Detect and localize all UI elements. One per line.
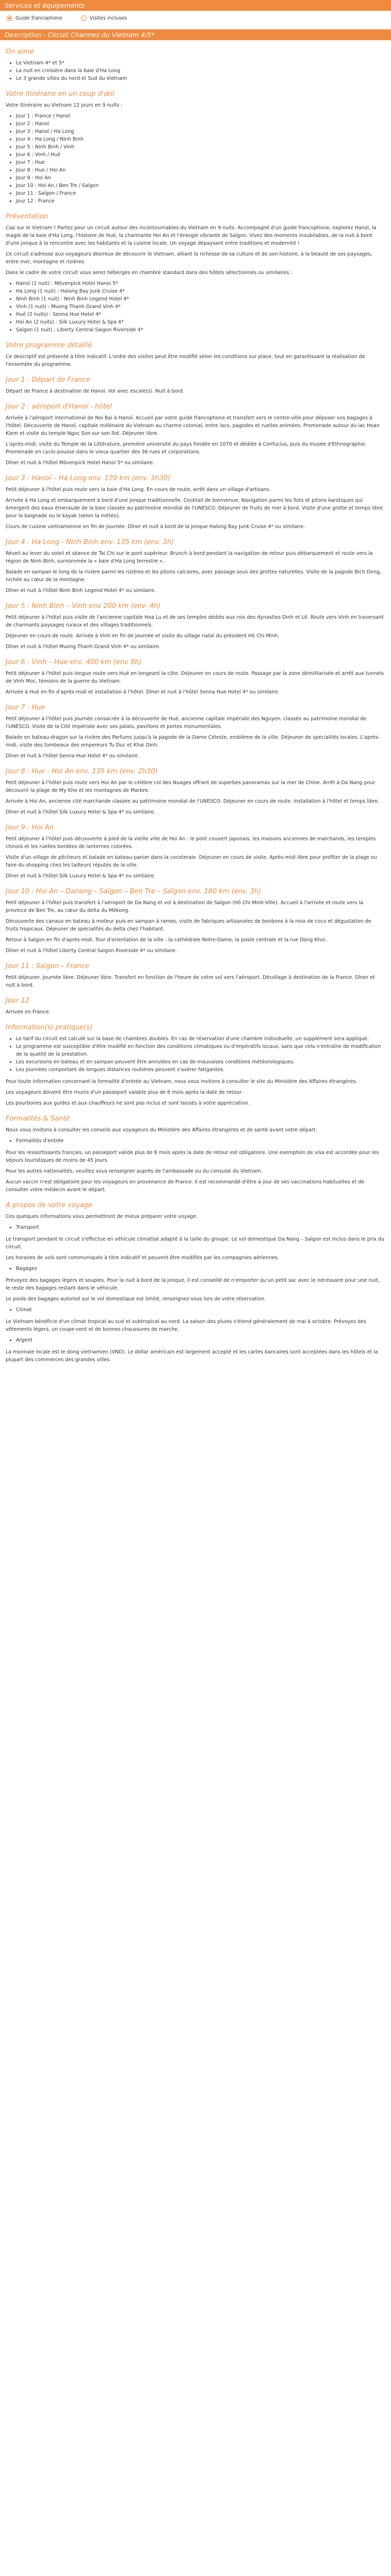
services-list (6, 11, 385, 29)
day-title: Jour 6 : Vinh – Hue env. 400 km (env 8h) (6, 658, 142, 666)
hotel-item: • Ha Long (1 nuit) : Halong Bay Junk Cruise 4* (16, 287, 385, 295)
day-paragraph: Petit déjeuner à l'hôtel puis longue route vers Hué en longeant la côte. Déjeuner en cours de route. Passage par la zone démilitarisée et arrêt aux tunnels de Vinh Moc, témoins de la guerre du Vietnam. (6, 671, 384, 684)
savoir-label-list (6, 1265, 385, 1273)
day-paragraph: Petit déjeuner à l'hôtel puis transfert à l'aéroport de Da Nang et vol à destination de Saïgon (Hô Chi Minh-Ville). Accueil à l'arrivée et route vers la province de Ben Tre, au cœur du delta du Mékong. (6, 900, 363, 913)
info-item: • Le tarif du circuit est calculé sur la base de chambres doubles. En cas de réservation d'une chambre individuelle, un supplément sera appliqué. (16, 1035, 385, 1043)
info-paragraph: Pour toute information concernant la formalité d'entrée au Vietnam, nous vous invitons à consulter le site du Ministère des Affaires étrangères. (6, 1079, 357, 1084)
formalites-intro: Nous vous invitons à consulter les conseils aux voyageurs du Ministère des Affaires étrangères et de santé avant votre départ. (6, 1127, 317, 1133)
itineraire-item: • Jour 8 : Hue / Hoi An (16, 166, 385, 174)
day-paragraph: Découverte des canaux en bateau à moteur puis en sampan à rames, visite de fabriques artisanales de bonbons à la noix de coco et dégustation de fruits tropicaux. Déjeuner de spécialités du delta chez l'habitant. (6, 919, 371, 932)
info-paragraph: Les pourboires aux guides et aux chauffeurs ne sont pas inclus et sont laissés à votre appréciation. (6, 1100, 250, 1106)
day-title: Jour 4 : Ha Long - Ninh Binh env. 135 km (env. 3h) (6, 538, 174, 546)
itineraire-title: Votre itinéraire en un coup d'œil (6, 90, 115, 98)
savoir-label: • Argent (16, 1336, 385, 1344)
day-paragraph: Dîner et nuit à l'hôtel Mövenpick Hotel Hanoi 5* ou similaire. (6, 460, 155, 466)
day-paragraph: Petit déjeuner à l'hôtel puis journée consacrée à la découverte de Hué, ancienne capitale impériale des Nguyen, classée au patrimoine mondial de l'UNESCO. Visite de la Cité impériale avec ses palais, pavillons et portes monumentales. (6, 716, 367, 730)
savoir-label: • Climat (16, 1306, 385, 1314)
day-paragraph: Dîner et nuit à l'hôtel Silk Luxury Hotel & Spa 4* ou similaire. (6, 873, 156, 879)
service-guide-label: Guide francophone (15, 15, 62, 21)
savoir-paragraph: Le transport pendant le circuit s'effectue en véhicule climatisé adapté à la taille du groupe. Le vol domestique Da Nang – Saïgon est inclus dans le prix du circuit. (6, 1236, 384, 1250)
day-paragraph: Visite d'un village de pêcheurs et balade en bateau-panier dans la cocoteraie. Déjeuner en cours de visite. Après-midi libre pour profiter de la plage ou faire du shopping chez les tailleurs réputés de la ville. (6, 855, 377, 868)
day-title: Jour 8 : Hue - Hoi An env. 135 km (env. 2h30) (6, 768, 158, 775)
itineraire-item: • Jour 7 : Hue (16, 159, 385, 166)
day-paragraph: Balade en sampan le long de la rivière parmi les rizières et les pitons calcaires, avec passage sous des grottes naturelles. Visite de la pagode Bich Dong, nichée au cœur de la montagne. (6, 569, 382, 583)
on-aime-item: • Le 3 grande villes du nord et Sud du Vietnam (16, 75, 385, 82)
formalites-item: • Formalités d'entrée (16, 1137, 385, 1145)
description-content (6, 47, 385, 1364)
info-list (6, 1035, 385, 1074)
day-paragraph: Cours de cuisine vietnamienne en fin de journée. Dîner et nuit à bord de la jonque Halong Bay Junk Cruise 4* ou similaire. (6, 524, 305, 530)
savoir-paragraph: Prévoyez des bagages légers et souples. Pour la nuit à bord de la jonque, il est conseillé de n'emporter qu'un petit sac avec le nécessaire pour une nuit, le reste des bagages restant dans le véhicule. (6, 1278, 380, 1291)
day-title: Jour 9 : Hoi An (6, 824, 54, 832)
day-paragraph: Dîner et nuit à l'hôtel Muong Thanh Grand Vinh 4* ou similaire. (6, 644, 160, 650)
on-aime-item: • La nuit en croisière dans la baie d'Ha Long (16, 67, 385, 75)
hotel-item: • Saïgon (1 nuit) : Liberty Central Saigon Riverside 4* (16, 326, 385, 334)
day-paragraph: Dîner et nuit à l'hôtel Liberty Central Saigon Riverside 4* ou similaire. (6, 948, 177, 954)
hotel-item: • Hoi An (2 nuits) : Silk Luxury Hotel & Spa 4* (16, 318, 385, 326)
hotel-item: • Ninh Binh (1 nuit) : Ninh Binh Legend Hotel 4* (16, 295, 385, 303)
presentation-paragraph: Cap sur le Vietnam ! Partez pour un circuit autour des incontournables du Vietnam en 9 nuits. Accompagné d'un guide francophone, explorez Hanoï, la magie de la baie d'Ha Long, l'histoire de Hué, la charmante Hoi An et l'énergie vibrante de Saïgon. Vivez des moments inoubliables, de la nuit à bord d'une jonque à la rencontre avec les habitants et la cuisine locale. Un voyage dépaysant entre traditions et modernité ! (6, 225, 377, 246)
itineraire-item: • Jour 3 : Hanoï / Ha Long (16, 128, 385, 135)
description-bar (0, 29, 391, 40)
description-title: Description - Circuit Charmes du Vietnam 4/5* (5, 31, 155, 39)
itineraire-item: • Jour 1 : France / Hanoï (16, 112, 385, 120)
hotel-list (6, 280, 385, 334)
day-paragraph: Dîner et nuit à l'hôtel Senna Hue Hotel 4* ou similaire. (6, 753, 139, 759)
day-title: Jour 7 : Hue (6, 704, 45, 711)
itineraire-item: • Jour 2 : Hanoï (16, 120, 385, 128)
hotel-item: • Hué (2 nuits) : Senna Hue Hotel 4* (16, 311, 385, 318)
on-aime-title: On aime (6, 48, 34, 56)
savoir-title: A propos de votre voyage (6, 1201, 92, 1209)
itineraire-item: • Jour 4 : Ha Long / Ninh Binh (16, 135, 385, 143)
info-item: • Le programme est susceptible d'être modifié en fonction des conditions climatiques ou d'impératifs locaux, sans que cela n'entraîne de modification de la qualité de la prestation. (16, 1043, 385, 1058)
savoir-label: • Bagages (16, 1265, 385, 1273)
service-visits-label: Visites incluses (89, 15, 127, 21)
day-paragraph: Dîner et nuit à l'hôtel Ninh Binh Legend Hotel 4* ou similaire. (6, 588, 156, 594)
itineraire-item: • Jour 11 : Saïgon / France (16, 190, 385, 197)
day-paragraph: Arrivée à Hoi An, ancienne cité marchande classée au patrimoine mondial de l'UNESCO. Déjeuner en cours de route. Installation à l'hôtel et temps libre. (6, 799, 380, 804)
day-paragraph: Petit déjeuner à l'hôtel puis visite de l'ancienne capitale Hoa Lu et de ses temples dédiés aux rois des dynasties Dinh et Lê. Route vers Vinh en traversant de charmants paysages ruraux et des villages traditionnels. (6, 615, 384, 628)
services-bar (0, 0, 391, 11)
day-title: Jour 12 (6, 997, 30, 1005)
day-paragraph: Petit déjeuner à l'hôtel puis découverte à pied de la vieille ville de Hoi An : le pont couvert japonais, les maisons anciennes de marchands, les temples chinois et les ruelles bordées de lanternes colorées. (6, 836, 376, 850)
presentation-paragraph: Ce circuit s'adresse aux voyageurs désireux de découvrir le Vietnam, alliant la richesse de sa culture et de son histoire, à la beauté de ses paysages, entre mer, montagne et rizières. (6, 251, 372, 265)
info-title: Information(s) pratique(s) (6, 1024, 93, 1031)
savoir-label: • Transport (16, 1224, 385, 1231)
day-title: Jour 3 : Hanoï – Ha Long env. 170 km (env. 3h30) (6, 474, 171, 482)
day-paragraph: Petit déjeuner. Journée libre. Déjeuner libre. Transfert en fonction de l'heure de votre vol vers l'aéroport. Décollage à destination de la France. Dîner et nuit à bord. (6, 975, 375, 988)
savoir-label-list (6, 1224, 385, 1231)
services-title: Services et équipements (5, 2, 85, 9)
savoir-paragraph: Le poids des bagages autorisé sur le vol domestique est limité, renseignez-vous lors de votre réservation. (6, 1296, 266, 1302)
hotel-item: • Hanoï (1 nuit) : Mövenpick Hotel Hanoi 5* (16, 280, 385, 287)
day-paragraph: Départ de France à destination de Hanoï. Vol avec escale(s). Nuit à bord. (6, 388, 185, 394)
person-icon: ● (7, 15, 12, 21)
hotel-item: • Vinh (1 nuit) : Muong Thanh Grand Vinh 4* (16, 303, 385, 311)
itineraire-item: • Jour 9 : Hoi An (16, 174, 385, 182)
day-title: Jour 5 : Ninh Binh – Vinh env 200 km (env. 4h) (6, 602, 161, 610)
day-title: Jour 11 : Saïgon – France (6, 962, 89, 970)
day-paragraph: Dîner et nuit à l'hôtel Silk Luxury Hotel & Spa 4* ou similaire. (6, 809, 156, 815)
info-paragraph: Les voyageurs doivent être munis d'un passeport valable plus de 6 mois après la date de retour. (6, 1090, 243, 1095)
itineraire-item: • Jour 10 : Hoi An / Ben Tre / Saïgon (16, 182, 385, 190)
service-guide (7, 14, 62, 22)
day-paragraph: Petit déjeuner à l'hôtel puis route vers Hoi An par le célèbre col des Nuages offrant de superbes panoramas sur la mer de Chine. Arrêt à Da Nang pour découvrir la plage de My Khe et les montagnes de Marbre. (6, 780, 376, 793)
formalites-paragraph: Pour les autres nationalités, veuillez vous renseigner auprès de l'ambassade ou du consulat du Vietnam. (6, 1168, 263, 1174)
on-aime-item: • Le Vietnam 4* et 5* (16, 59, 385, 67)
day-title: Jour 10 : Hoi An – Danang – Saïgon – Ben Tre – Saïgon env. 180 km (env. 3h) (6, 888, 262, 895)
formalites-paragraph: Aucun vaccin n'est obligatoire pour les voyageurs en provenance de France. Il est recommandé d'être à jour de ses vaccinations habituelles et de consulter votre médecin avant le départ. (6, 1179, 365, 1193)
day-paragraph: Balade en bateau-dragon sur la rivière des Parfums jusqu'à la pagode de la Dame Céleste, emblème de la ville. Déjeuner de spécialités locales. L'après-midi, visite des tombeaux des empereurs Tu Duc et Khai Dinh. (6, 735, 380, 748)
savoir-paragraph: La monnaie locale est le dong vietnamien (VND). Le dollar américain est largement accepté et les cartes bancaires sont acceptées dans les hôtels et la plupart des commerces des grandes villes. (6, 1349, 378, 1363)
day-paragraph: L'après-midi, visite du Temple de la Littérature, première université du pays fondée en 1070 et dédiée à Confucius, puis du musée d'Ethnographie. Promenade en cyclo-pousse dans le vieux quartier des 36 rues et corporations. (6, 442, 367, 455)
savoir-paragraph: Le Vietnam bénéficie d'un climat tropical au sud et subtropical au nord. La saison des pluies s'étend généralement de mai à octobre. Prévoyez des vêtements légers, un coupe-vent et de bonnes chaussures de marche. (6, 1319, 366, 1332)
itineraire-list (6, 112, 385, 205)
programme-title: Votre programme détaillé (6, 342, 92, 349)
day-paragraph: Réveil au lever du soleil et séance de Tai Chi sur le pont supérieur. Brunch à bord pendant la navigation de retour puis débarquement et route vers la région de Ninh Binh, surnommée la « baie d'Ha Long terrestre ». (6, 551, 373, 564)
presentation-title: Présentation (6, 213, 48, 221)
formalites-list (6, 1137, 385, 1145)
itineraire-item: • Jour 5 : Ninh Binh / Vinh (16, 143, 385, 151)
service-visits (81, 14, 127, 22)
check-icon: ✓ (81, 15, 87, 21)
programme-intro: Ce descriptif est présenté à titre indicatif. L'ordre des visites peut être modifié selon les conditions sur place, tout en garantissant la réalisation de l'ensemble du programme. (6, 354, 365, 367)
savoir-paragraph: Les horaires de vols sont communiqués à titre indicatif et peuvent être modifiés par les compagnies aériennes. (6, 1255, 279, 1261)
day-title: Jour 1 : Départ de France (6, 376, 90, 384)
info-item: • Les journées comportant de longues distances routières peuvent s'avérer fatigantes. (16, 1066, 385, 1074)
itineraire-item: • Jour 12 : France (16, 197, 385, 205)
savoir-label-list (6, 1336, 385, 1344)
itineraire-intro: Votre itinéraire au Vietnam 12 jours en 9 nuits : (6, 103, 123, 108)
hotels-intro: Dans le cadre de votre circuit vous serez hébergés en chambre standard dans des hôtels sélectionnés ou similaires : (6, 270, 292, 276)
day-paragraph: Arrivée à Ha Long et embarquement à bord d'une jonque traditionnelle. Cocktail de bienvenue. Navigation parmi les îlots et pitons karstiques qui émergent des eaux émeraude de la baie classée au patrimoine mondial de l'UNESCO. Déjeuner de fruits de mer à bord. Visite d'une grotte et temps libre pour la baignade ou le kayak (selon la météo). (6, 498, 383, 519)
day-paragraph: Petit déjeuner à l'hôtel puis route vers la baie d'Ha Long. En cours de route, arrêt dans un village d'artisans. (6, 487, 271, 493)
info-item: • Les excursions en bateau et en sampan peuvent être annulées en cas de mauvaises conditions météorologiques. (16, 1058, 385, 1066)
day-paragraph: Arrivée à l'aéroport international de Noi Bai à Hanoï. Accueil par votre guide francophone et transfert vers le centre-ville pour déposer vos bagages à l'hôtel. Découverte de Hanoï, capitale millénaire du Vietnam au charme colonial, entre lacs, pagodes et ruelles animées. Promenade autour du lac Hoan Kiem et visite du temple Ngoc Son sur son îlot. Déjeuner libre. (6, 415, 380, 436)
day-paragraph: Arrivée à Hué en fin d'après-midi et installation à l'hôtel. Dîner et nuit à l'hôtel Senna Hue Hotel 4* ou similaire. (6, 689, 280, 695)
day-paragraph: Arrivée en France. (6, 1009, 51, 1015)
day-paragraph: Retour à Saïgon en fin d'après-midi. Tour d'orientation de la ville : la cathédrale Notre-Dame, la poste centrale et la rue Dong Khoi. (6, 937, 327, 943)
day-paragraph: Déjeuner en cours de route. Arrivée à Vinh en fin de journée et visite du village natal du président Hô Chi Minh. (6, 633, 280, 639)
on-aime-list (6, 59, 385, 82)
formalites-title: Formalités & Santé (6, 1115, 70, 1123)
savoir-label-list (6, 1306, 385, 1314)
itineraire-item: • Jour 6 : Vinh / Hué (16, 151, 385, 159)
day-title: Jour 2 : aéroport d'Hanoï - hôtel (6, 403, 112, 411)
savoir-intro: Ces quelques informations vous permettront de mieux préparer votre voyage. (6, 1214, 198, 1219)
formalites-paragraph: Pour les ressortissants français, un passeport valide plus de 6 mois après la date de retour est obligatoire. Une exemption de visa est accordée pour les séjours touristiques de moins de 45 jours. (6, 1150, 379, 1163)
